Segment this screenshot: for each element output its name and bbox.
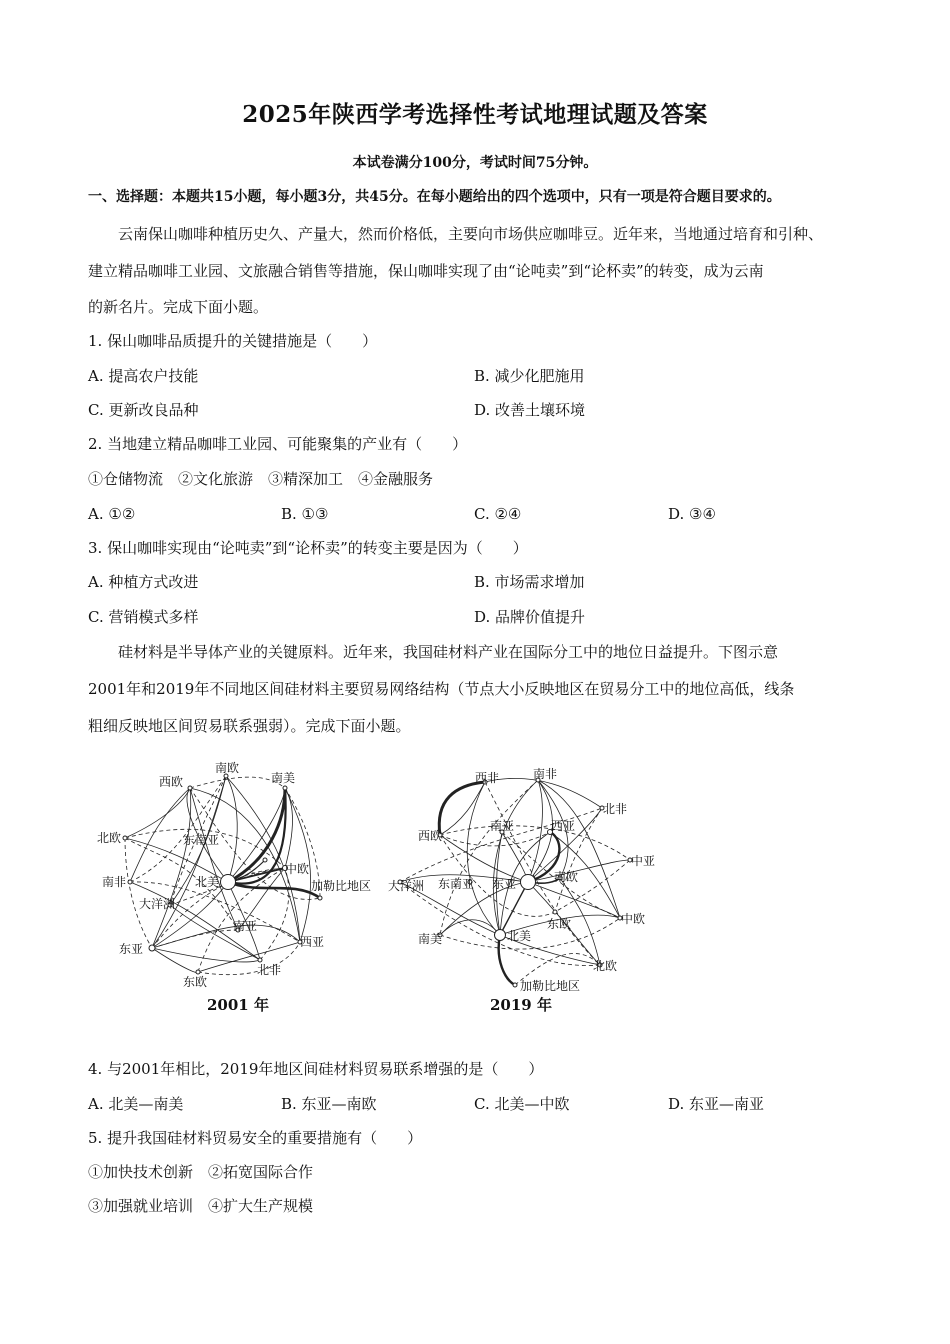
q2-option-a: A. ①② [88, 505, 136, 523]
trade-network-svg [95, 760, 655, 1022]
label-2001-beifei: 北非 [257, 963, 282, 977]
exam-info: 本试卷满分100分，考试时间75分钟。 [352, 155, 598, 171]
q1-option-b: B. 减少化肥施用 [474, 367, 585, 385]
q4-option-d: D. 东亚—南亚 [668, 1095, 765, 1113]
q3-option-c: C. 营销模式多样 [88, 608, 199, 626]
label-2001-nanou: 南欧 [215, 761, 240, 775]
label-2019-xifei: 西非 [475, 771, 500, 785]
label-2019-beimei: 北美 [507, 929, 532, 943]
label-2001-jialebi: 加勒比地区 [311, 879, 372, 893]
label-2001-nanya: 南亚 [233, 919, 258, 933]
label-2001-nanfei: 南非 [102, 875, 127, 889]
label-2001-dongou: 东欧 [183, 975, 208, 989]
year-2001: 2001 年 [207, 996, 269, 1014]
label-2001-zhongou: 中欧 [285, 862, 310, 876]
q2-option-c: C. ②④ [474, 505, 522, 523]
label-2001-nanmei: 南美 [271, 771, 296, 785]
q3-stem: 3. 保山咖啡实现由“论吨卖”到“论杯卖”的转变主要是因为（ ） [88, 539, 528, 557]
q1-option-a: A. 提高农户技能 [88, 367, 199, 385]
passage2-line3: 粗细反映地区间贸易联系强弱）。完成下面小题。 [88, 717, 411, 735]
passage2-line2: 2001年和2019年不同地区间硅材料主要贸易网络结构（节点大小反映地区在贸易分工中的地位高低，线条 [88, 680, 795, 698]
q4-option-c: C. 北美—中欧 [474, 1095, 570, 1113]
label-2019-zhongou: 中欧 [621, 912, 646, 926]
label-2001-dongya: 东亚 [119, 942, 144, 956]
section-heading: 一、选择题：本题共15小题，每小题3分，共45分。在每小题给出的四个选项中，只有一项是符合题目要求的。 [88, 189, 781, 205]
q3-option-a: A. 种植方式改进 [88, 573, 199, 591]
label-2019-dongnanya: 东南亚 [438, 877, 475, 891]
passage1-line3: 的新名片。完成下面小题。 [88, 298, 269, 316]
label-2019-dongya: 东亚 [492, 877, 517, 891]
label-2001-dongnanya: 东南亚 [183, 833, 220, 847]
page-title: 2025年陕西学考选择性考试地理试题及答案 [242, 101, 708, 128]
label-2019-nanfei: 南非 [533, 767, 558, 781]
label-2019-dayangzhou: 大洋洲 [388, 879, 425, 893]
q4-option-a: A. 北美—南美 [88, 1095, 184, 1113]
label-2019-jialebi: 加勒比地区 [520, 979, 581, 993]
q1-option-c: C. 更新改良品种 [88, 401, 199, 419]
q4-stem: 4. 与2001年相比，2019年地区间硅材料贸易联系增强的是（ ） [88, 1060, 544, 1078]
q3-option-b: B. 市场需求增加 [474, 573, 585, 591]
q2-option-d: D. ③④ [668, 505, 716, 523]
q5-items-1: ①加快技术创新 ②拓宽国际合作 [88, 1163, 314, 1181]
label-2019-beiou: 北欧 [593, 959, 618, 973]
label-2001-beiou: 北欧 [97, 831, 122, 845]
label-2019-xiya: 西亚 [551, 819, 576, 833]
q3-option-d: D. 品牌价值提升 [474, 608, 586, 626]
label-2019-nanmei: 南美 [418, 932, 443, 946]
q5-items-2: ③加强就业培训 ④扩大生产规模 [88, 1197, 314, 1215]
q2-option-b: B. ①③ [281, 505, 329, 523]
q4-option-b: B. 东亚—南欧 [281, 1095, 377, 1113]
q1-option-d: D. 改善土壤环境 [474, 401, 586, 419]
q2-items: ①仓储物流 ②文化旅游 ③精深加工 ④金融服务 [88, 470, 434, 488]
q1-stem: 1. 保山咖啡品质提升的关键措施是（ ） [88, 332, 378, 350]
label-2019-nanou: 南欧 [554, 870, 579, 884]
label-2001-beimei: 北美 [195, 875, 220, 889]
passage2-line1: 硅材料是半导体产业的关键原料。近年来，我国硅材料产业在国际分工中的地位日益提升。下图示意 [118, 643, 779, 661]
q2-stem: 2. 当地建立精品咖啡工业园、可能聚集的产业有（ ） [88, 435, 468, 453]
label-2019-xiou: 西欧 [418, 829, 443, 843]
label-2019-dongou: 东欧 [547, 917, 572, 931]
passage1-line2: 建立精品咖啡工业园、文旅融合销售等措施，保山咖啡实现了由“论吨卖”到“论杯卖”的转变，成为云南 [88, 262, 764, 280]
label-2019-zhongya: 中亚 [631, 854, 655, 868]
label-2001-dayangzhou: 大洋洲 [139, 897, 176, 911]
label-2019-beifei: 北非 [603, 802, 628, 816]
year-2019: 2019 年 [490, 996, 552, 1014]
trade-network-figure [95, 760, 655, 1022]
label-2001-xiou: 西欧 [159, 775, 184, 789]
passage1-line1: 云南保山咖啡种植历史久、产量大，然而价格低，主要向市场供应咖啡豆。近年来，当地通过培育和引种、 [118, 225, 824, 243]
label-2019-nanya: 南亚 [490, 819, 515, 833]
label-2001-xiya: 西亚 [300, 935, 325, 949]
q5-stem: 5. 提升我国硅材料贸易安全的重要措施有（ ） [88, 1129, 423, 1147]
